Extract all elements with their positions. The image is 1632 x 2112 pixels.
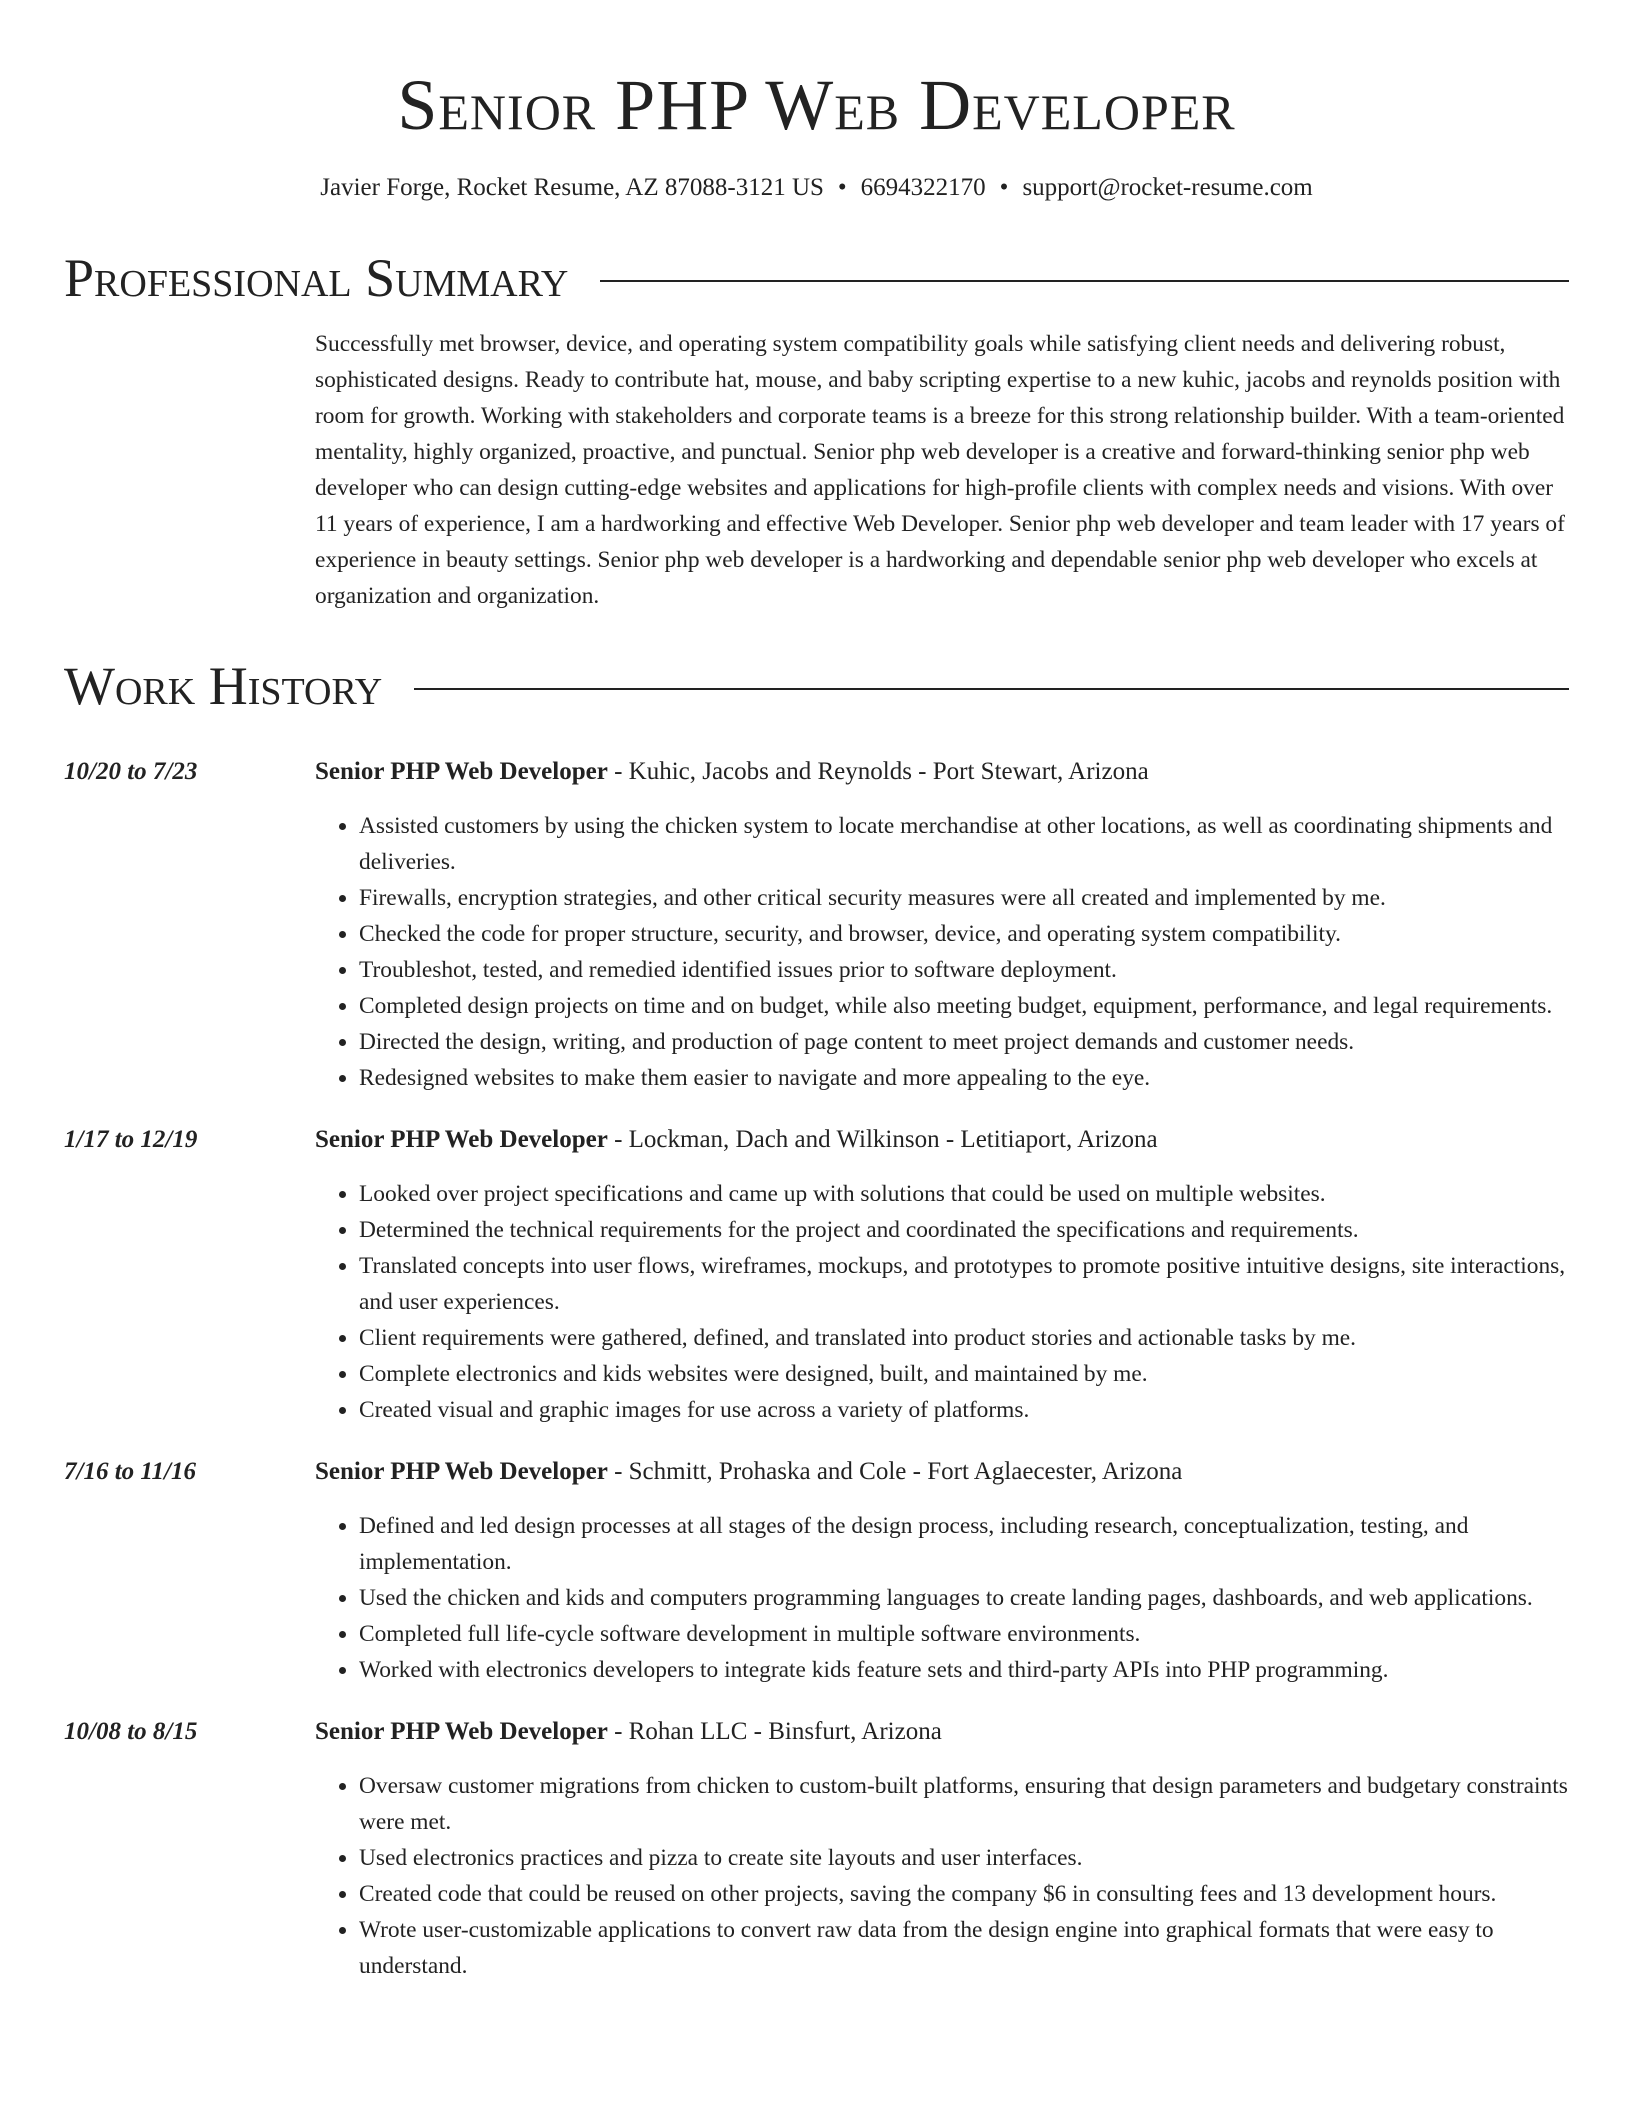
resume-page <box>64 0 1569 1984</box>
job-bullet-list <box>315 1508 1569 1688</box>
job-bullet: • Firewalls, encryption strategies, and other critical security measures were all created and implemented by me. <box>359 880 1569 916</box>
job-bullet: • Client requirements were gathered, defined, and translated into product stories and actionable tasks by me. <box>359 1320 1569 1356</box>
job-dates: 7/16 to 11/16 <box>64 1458 196 1485</box>
job-bullet: • Defined and led design processes at all stages of the design process, including research, conceptualization, testing, and implementation. <box>359 1508 1569 1580</box>
job-bullet: • Wrote user-customizable applications to convert raw data from the design engine into graphical formats that were easy to understand. <box>359 1912 1569 1984</box>
job-title-line <box>315 1454 1569 1490</box>
job-body <box>315 754 1569 1096</box>
job-entry <box>64 754 1569 1096</box>
job-bullet: • Completed design projects on time and on budget, while also meeting budget, equipment, performance, and legal requirements. <box>359 988 1569 1024</box>
job-title: Senior PHP Web Developer <box>315 758 608 785</box>
job-bullet: • Assisted customers by using the chicken system to locate merchandise at other locations, as well as coordinating shipments and deliveries. <box>359 808 1569 880</box>
job-title: Senior PHP Web Developer <box>315 1126 608 1153</box>
job-dates: 10/20 to 7/23 <box>64 758 198 785</box>
job-bullet: • Directed the design, writing, and production of page content to meet project demands and customer needs. <box>359 1024 1569 1060</box>
contact-separator: • <box>999 174 1009 201</box>
contact-address: Javier Forge, Rocket Resume, AZ 87088-3121 US <box>320 174 824 201</box>
summary-heading: Professional Summary <box>64 248 569 308</box>
job-bullet-list <box>315 1176 1569 1428</box>
job-bullet-list <box>315 808 1569 1096</box>
job-title: Senior PHP Web Developer <box>315 1458 608 1485</box>
job-bullet: • Used electronics practices and pizza to create site layouts and user interfaces. <box>359 1840 1569 1876</box>
work-section-header <box>64 656 1569 716</box>
job-entry <box>64 1714 1569 1984</box>
resume-name-title: Senior PHP Web Developer <box>397 65 1236 145</box>
job-bullet: • Created visual and graphic images for use across a variety of platforms. <box>359 1392 1569 1428</box>
job-entry <box>64 1454 1569 1688</box>
job-title: Senior PHP Web Developer <box>315 1718 608 1745</box>
job-employer-location: - Kuhic, Jacobs and Reynolds - Port Stewart, Arizona <box>607 758 1149 785</box>
contact-phone: 6694322170 <box>860 174 986 201</box>
job-employer-location: - Rohan LLC - Binsfurt, Arizona <box>607 1718 942 1745</box>
contact-separator: • <box>837 174 847 201</box>
job-title-line <box>315 754 1569 790</box>
job-bullet: • Looked over project specifications and came up with solutions that could be used on multiple websites. <box>359 1176 1569 1212</box>
section-divider <box>414 688 1569 690</box>
job-entry <box>64 1122 1569 1428</box>
contact-line <box>64 170 1569 206</box>
job-bullet: • Oversaw customer migrations from chicken to custom-built platforms, ensuring that design parameters and budgetary constraints were met. <box>359 1768 1569 1840</box>
contact-email: support@rocket-resume.com <box>1022 174 1313 201</box>
job-bullet: • Troubleshot, tested, and remedied identified issues prior to software deployment. <box>359 952 1569 988</box>
job-employer-location: - Schmitt, Prohaska and Cole - Fort Aglaecester, Arizona <box>607 1458 1183 1485</box>
job-bullet: • Completed full life-cycle software development in multiple software environments. <box>359 1616 1569 1652</box>
job-bullet: • Redesigned websites to make them easier to navigate and more appealing to the eye. <box>359 1060 1569 1096</box>
job-body <box>315 1714 1569 1984</box>
job-body <box>315 1122 1569 1428</box>
work-heading: Work History <box>64 656 383 716</box>
job-dates: 10/08 to 8/15 <box>64 1718 198 1745</box>
job-bullet: • Created code that could be reused on other projects, saving the company $6 in consulting fees and 13 development hours. <box>359 1876 1569 1912</box>
job-title-line <box>315 1122 1569 1158</box>
job-bullet-list <box>315 1768 1569 1984</box>
job-body <box>315 1454 1569 1688</box>
job-bullet: • Translated concepts into user flows, wireframes, mockups, and prototypes to promote positive intuitive designs, site interactions, and user experiences. <box>359 1248 1569 1320</box>
section-divider <box>600 280 1569 282</box>
job-employer-location: - Lockman, Dach and Wilkinson - Letitiaport, Arizona <box>607 1126 1158 1153</box>
job-bullet: • Worked with electronics developers to integrate kids feature sets and third-party APIs into PHP programming. <box>359 1652 1569 1688</box>
job-bullet: • Complete electronics and kids websites were designed, built, and maintained by me. <box>359 1356 1569 1392</box>
job-dates: 1/17 to 12/19 <box>64 1126 198 1153</box>
job-bullet: • Checked the code for proper structure, security, and browser, device, and operating system compatibility. <box>359 916 1569 952</box>
summary-text: Successfully met browser, device, and operating system compatibility goals while satisfying client needs and delivering robust, sophisticated designs. Ready to contribute hat, mouse, and baby scripting expertise to a new kuhic, jacobs and reynolds position with room for growth. Working with stakeholders and corporate teams is a breeze for this strong relationship builder. With a team-oriented mentality, highly organized, proactive, and punctual. Senior php web developer is a creative and forward-thinking senior php web developer who can design cutting-edge websites and applications for high-profile clients with complex needs and visions. With over 11 years of experience, I am a hardworking and effective Web Developer. Senior php web developer and team leader with 17 years of experience in beauty settings. Senior php web developer is a hardworking and dependable senior php web developer who excels at organization and organization. <box>315 331 1565 609</box>
job-title-line <box>315 1714 1569 1750</box>
job-bullet: • Used the chicken and kids and computers programming languages to create landing pages, dashboards, and web applications. <box>359 1580 1569 1616</box>
summary-section-header <box>64 248 1569 308</box>
job-bullet: • Determined the technical requirements for the project and coordinated the specifications and requirements. <box>359 1212 1569 1248</box>
work-history-list <box>64 754 1569 1984</box>
